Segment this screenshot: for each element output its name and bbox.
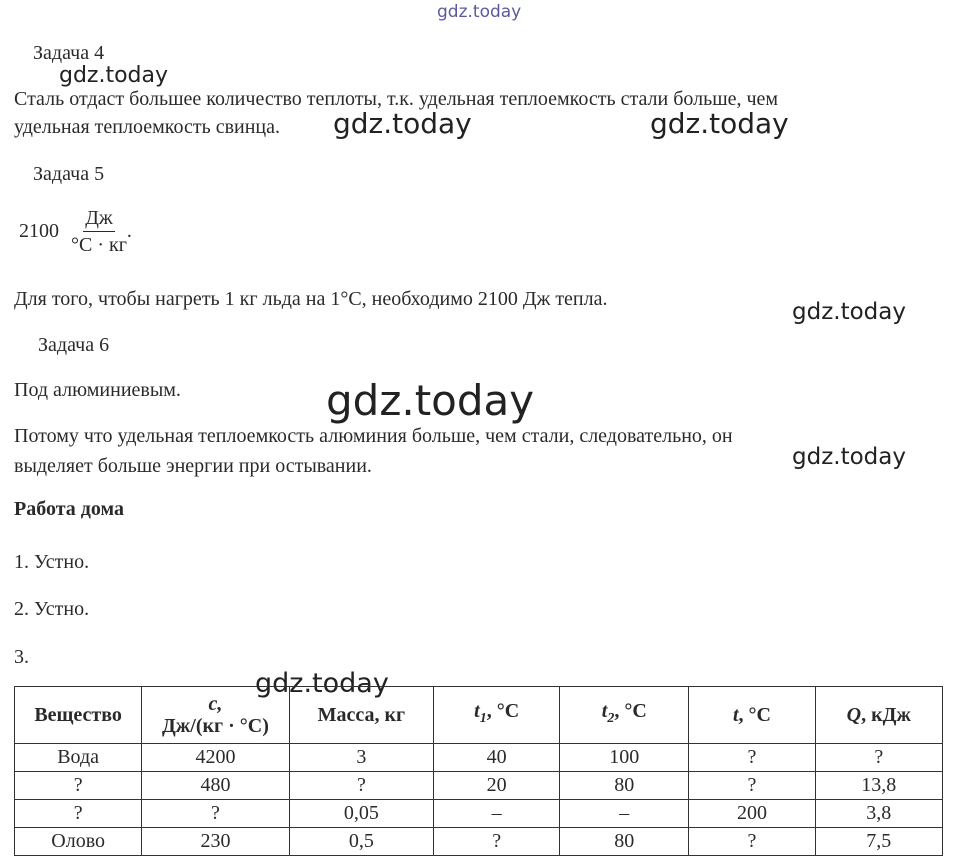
watermark: gdz.today <box>792 444 906 470</box>
table-cell: 20 <box>434 772 560 800</box>
header-t1-sub: 1 <box>479 711 487 726</box>
table-cell: Олово <box>15 828 142 856</box>
fraction <box>71 207 127 256</box>
watermark: gdz.today <box>255 668 389 699</box>
table-row <box>15 800 943 828</box>
home-item-2: 2. Устно. <box>14 598 90 620</box>
task5-text: Для того, чтобы нагреть 1 кг льда на 1°С, необходимо 2100 Дж тепла. <box>14 288 608 310</box>
task5-value: 2100 <box>19 220 59 242</box>
table-cell: ? <box>289 772 433 800</box>
header-t2-unit: , °С <box>614 700 647 722</box>
table-cell: 3 <box>289 744 433 772</box>
header-t-unit: , °С <box>738 704 771 726</box>
table-cell: ? <box>434 828 560 856</box>
home-item-1: 1. Устно. <box>14 551 90 573</box>
header-q-symbol: Q <box>846 704 862 726</box>
task6-title: Задача 6 <box>38 334 110 356</box>
watermark: gdz.today <box>792 299 906 325</box>
task4-line1: Сталь отдаст большее количество теплоты, т.к. удельная теплоемкость стали больше, чем <box>14 88 779 110</box>
table-cell: ? <box>689 744 815 772</box>
table-cell: ? <box>689 772 815 800</box>
header-t1-symbol: t <box>474 700 480 722</box>
fraction-denominator: °С · кг <box>71 234 127 256</box>
header-q <box>815 687 942 744</box>
header-substance: Вещество <box>15 687 142 744</box>
table-cell: Вода <box>15 744 142 772</box>
header-t2-sub: 2 <box>607 711 615 726</box>
table-cell: 80 <box>560 828 689 856</box>
table-cell: 200 <box>689 800 815 828</box>
watermark: gdz.today <box>650 107 789 140</box>
table-row <box>15 828 943 856</box>
task4-line2: удельная теплоемкость свинца. <box>14 116 280 138</box>
table-cell: 7,5 <box>815 828 942 856</box>
task5-formula <box>19 207 132 256</box>
fraction-numerator: Дж <box>83 207 114 232</box>
header-c-symbol: c, <box>208 693 223 715</box>
table-cell: 40 <box>434 744 560 772</box>
task6-line2: выделяет больше энергии при остывании. <box>14 455 372 477</box>
watermark: gdz.today <box>333 107 472 140</box>
header-t1 <box>434 687 560 744</box>
home-heading: Работа дома <box>14 498 124 520</box>
watermark: gdz.today <box>59 63 169 88</box>
table-cell: 0,05 <box>289 800 433 828</box>
table-cell: ? <box>142 800 289 828</box>
task4-title: Задача 4 <box>33 42 105 64</box>
task5-title: Задача 5 <box>33 163 105 185</box>
header-mass: Масса, кг <box>289 687 433 744</box>
table-cell: ? <box>689 828 815 856</box>
header-t1-unit: , °С <box>486 700 520 722</box>
header-t2-symbol: t <box>601 700 608 722</box>
table-cell: 0,5 <box>289 828 433 856</box>
home-item-3: 3. <box>14 646 29 668</box>
task6-answer: Под алюминиевым. <box>14 379 181 401</box>
header-q-unit: , кДж <box>861 704 911 726</box>
formula-period: . <box>126 220 132 242</box>
table-cell: – <box>434 800 560 828</box>
header-t-symbol: t <box>732 704 739 726</box>
header-c <box>142 687 289 744</box>
table-cell: 80 <box>560 772 689 800</box>
table-cell: 4200 <box>142 744 289 772</box>
header-t2 <box>560 687 689 744</box>
table-cell: 100 <box>560 744 689 772</box>
table-cell: 13,8 <box>815 772 942 800</box>
table-cell: – <box>560 800 689 828</box>
table-cell: 480 <box>142 772 289 800</box>
header-t <box>689 687 815 744</box>
table-cell: 230 <box>142 828 289 856</box>
task6-line1: Потому что удельная теплоемкость алюминия больше, чем стали, следовательно, он <box>14 425 733 447</box>
table-cell: 3,8 <box>815 800 942 828</box>
watermark: gdz.today <box>326 376 535 425</box>
table-cell: ? <box>815 744 942 772</box>
table-cell: ? <box>15 772 142 800</box>
table-row <box>15 772 943 800</box>
watermark-top: gdz.today <box>437 2 522 22</box>
data-table <box>14 686 943 856</box>
table-header-row <box>15 687 943 744</box>
header-c-unit: Дж/(кг · °С) <box>162 715 269 737</box>
table-cell: ? <box>15 800 142 828</box>
table-row <box>15 744 943 772</box>
